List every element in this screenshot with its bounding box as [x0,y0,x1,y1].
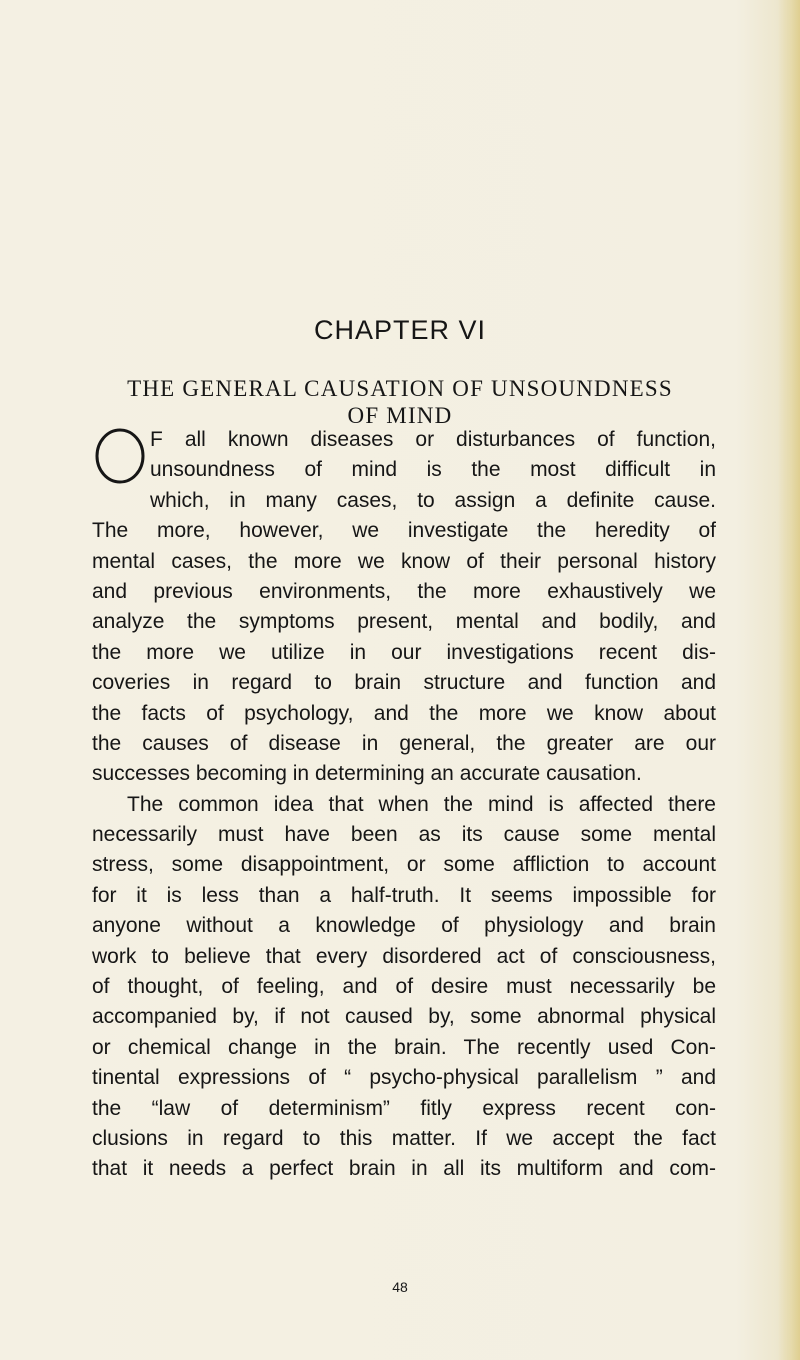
text-line: F all known diseases or disturbances of function, [150,428,716,451]
page-edge-shading [778,0,800,1360]
text-line: successes becoming in determining an accurate causation. [92,762,642,786]
text-line: of thought, of feeling, and of desire must necessarily be [92,975,716,999]
text-line: that it needs a perfect brain in all its multiform and com- [92,1157,716,1181]
text-line: for it is less than a half-truth. It seems impossible for [92,883,716,907]
text-line: unsoundness of mind is the most difficult in [150,458,716,482]
text-line: which, in many cases, to assign a definite cause. [150,488,716,512]
text-line: or chemical change in the brain. The recently used Con- [92,1035,716,1059]
text-line: stress, some disappointment, or some affliction to account [92,853,716,877]
text-line: tinental expressions of “ psycho-physical parallelism ” and [92,1066,716,1090]
chapter-title-line-1: THE GENERAL CAUSATION OF UNSOUNDNESS [127,376,673,401]
chapter-title-line-2: OF MIND [347,403,453,428]
text-line: the causes of disease in general, the greater are our [92,731,716,755]
text-line: anyone without a knowledge of physiology and brain [92,914,716,938]
text-line: the facts of psychology, and the more we know about [92,701,716,725]
text-line: work to believe that every disordered act of consciousness, [92,944,716,968]
text-line: coveries in regard to brain structure and function and [92,671,716,695]
text-line: the more we utilize in our investigations recent dis- [92,640,716,664]
text-line: The common idea that when the mind is affected there [127,792,716,816]
text-line: analyze the symptoms present, mental and bodily, and [92,610,716,634]
page-number: 48 [392,1279,408,1295]
text-line: accompanied by, if not caused by, some abnormal physical [92,1005,716,1029]
text-line: necessarily must have been as its cause some mental [92,823,716,847]
drop-cap-o-icon [92,425,148,486]
text-line: The more, however, we investigate the heredity of [92,519,716,543]
text-line: the “law of determinism” fitly express recent con- [92,1096,716,1120]
text-line: and previous environments, the more exhaustively we [92,579,716,603]
text-line: clusions in regard to this matter. If we accept the fact [92,1126,716,1150]
body-text [92,425,716,1185]
chapter-heading: CHAPTER VI [313,315,487,345]
text-line: mental cases, the more we know of their personal history [92,549,716,573]
chapter-title [90,375,710,429]
